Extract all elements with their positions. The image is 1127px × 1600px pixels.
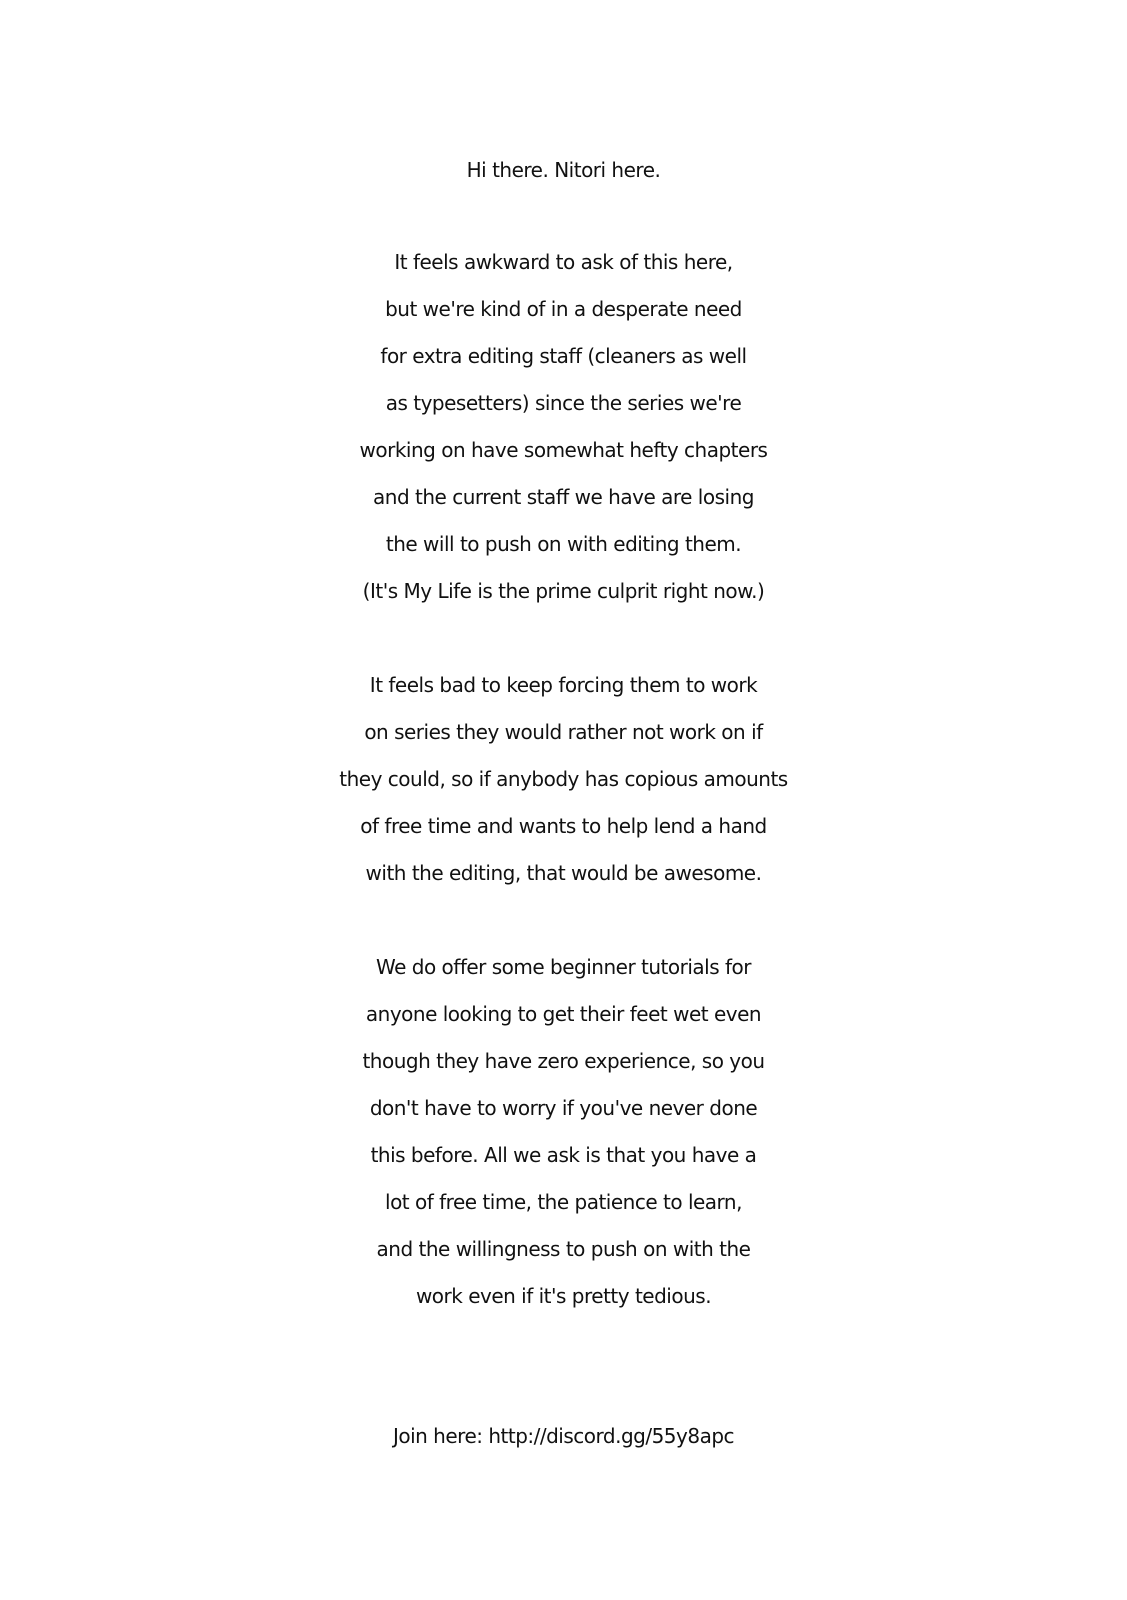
text-line: on series they would rather not work on if: [364, 720, 763, 744]
text-line: working on have somewhat hefty chapters: [359, 438, 768, 462]
text-line: It feels awkward to ask of this here,: [394, 250, 733, 274]
text-line: for extra editing staff (cleaners as well: [380, 344, 747, 368]
text-line: though they have zero experience, so you: [362, 1049, 765, 1073]
paragraph-tutorials: [0, 944, 1127, 1320]
text-line: with the editing, that would be awesome.: [365, 861, 762, 885]
greeting-block: [0, 147, 1127, 194]
text-line: the will to push on with editing them.: [385, 532, 742, 556]
text-line: We do offer some beginner tutorials for: [375, 955, 751, 979]
text-line: they could, so if anybody has copious amounts: [339, 767, 788, 791]
text-line: but we're kind of in a desperate need: [385, 297, 742, 321]
text-line: of free time and wants to help lend a hand: [360, 814, 767, 838]
text-line: work even if it's pretty tedious.: [415, 1284, 712, 1308]
text-line: anyone looking to get their feet wet even: [365, 1002, 762, 1026]
join-block: [0, 1413, 1127, 1460]
text-line: and the current staff we have are losing: [373, 485, 754, 509]
paragraph-staff-request: [0, 239, 1127, 615]
text-line: this before. All we ask is that you have a: [370, 1143, 757, 1167]
text-line: and the willingness to push on with the: [376, 1237, 751, 1261]
text-line: It feels bad to keep forcing them to work: [369, 673, 758, 697]
paragraph-help-request: [0, 662, 1127, 897]
text-line: lot of free time, the patience to learn,: [385, 1190, 742, 1214]
greeting-text: Hi there. Nitori here.: [466, 158, 661, 182]
text-line: as typesetters) since the series we're: [385, 391, 742, 415]
text-line: don't have to worry if you've never done: [369, 1096, 758, 1120]
text-line: (It's My Life is the prime culprit right now.): [362, 579, 765, 603]
join-text: Join here: http://discord.gg/55y8apc: [392, 1424, 735, 1448]
